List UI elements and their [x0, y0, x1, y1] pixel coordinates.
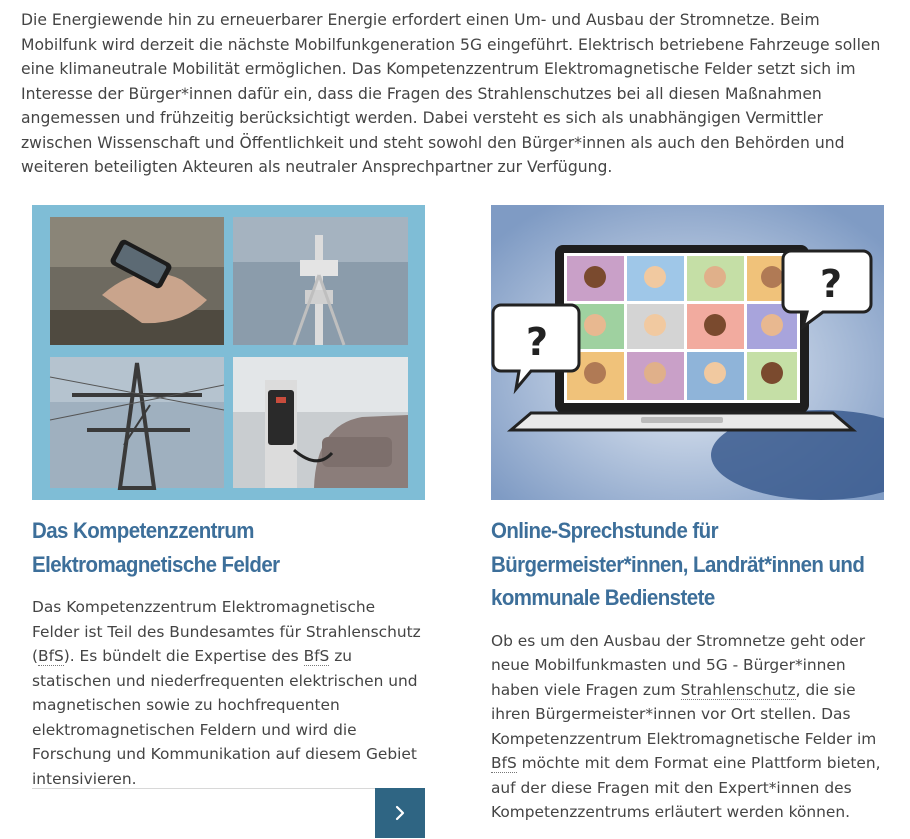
card-divider [32, 788, 425, 789]
card-title[interactable]: Das Kompetenzzentrum Elektromagnetische Felder [32, 518, 280, 577]
read-more-button[interactable] [375, 788, 425, 838]
chevron-right-icon [394, 805, 406, 821]
bfs-abbreviation: BfS [303, 647, 330, 665]
intro-paragraph: Die Energiewende hin zu erneuerbarer Energie erfordert einen Um- und Ausbau der Stromnetze. Beim Mobilfunk wird derzeit die nächste Mobilfunkgeneration 5G eingeführt. Elektrisch betriebene Fahrzeuge sollen eine klimaneutrale Mobilität ermöglichen. Das Kompetenzzentrum Elektromagnetische Felder setzt sich im Interesse der Bürger*innen dafür ein, dass die Fragen des Strahlenschutzes bei all diesen Maßnahmen angemessen und frühzeitig berücksichtigt werden. Dabei versteht es sich als unabhängigen Vermittler zwischen Wissenschaft und Öffentlichkeit und steht sowohl den Bürger*innen als auch den Behörden und weiteren beteiligten Akteuren als neutraler Ansprechpartner zur Verfügung. [21, 11, 881, 176]
bfs-abbreviation: BfS [38, 647, 64, 665]
video-conference-illustration[interactable] [491, 205, 884, 500]
photo-collage-image[interactable] [32, 205, 425, 500]
card-online-consultation [491, 205, 884, 825]
svg-text:?: ? [525, 320, 549, 364]
card-description: Ob es um den Ausbau der Stromnetze geht oder neue Mobilfunkmasten und 5G - Bürger*innen haben viele Fragen zum Strahlenschutz, die sie ihren Bürgermeister*innen vor Ort stellen. Das Kompetenzzentrum Elektromagnetische Felder im BfS möchte mit dem Format eine Plattform bieten, auf der diese Fragen mit den Expert*innen des Kompetenzzentrums erläutert werden können. [491, 631, 881, 821]
svg-text:?: ? [819, 262, 843, 306]
bfs-abbreviation: BfS [491, 754, 517, 772]
strahlenschutz-link[interactable]: Strahlenschutz [680, 680, 796, 699]
card-competence-center [32, 205, 425, 791]
card-title[interactable]: Online-Sprechstunde für Bürgermeister*innen, Landrät*innen und kommunale Bedienstete [491, 518, 865, 610]
card-description: Das Kompetenzzentrum Elektromagnetische Felder ist Teil des Bundesamtes für Strahlenschutz (BfS). Es bündelt die Expertise des BfS zu statischen und niederfrequenten elektrischen und magnetischen sowie zu hochfrequenten elektromagnetischen Feldern und wird die Forschung und Kommunikation auf diesem Gebiet intensivieren. [32, 598, 421, 788]
